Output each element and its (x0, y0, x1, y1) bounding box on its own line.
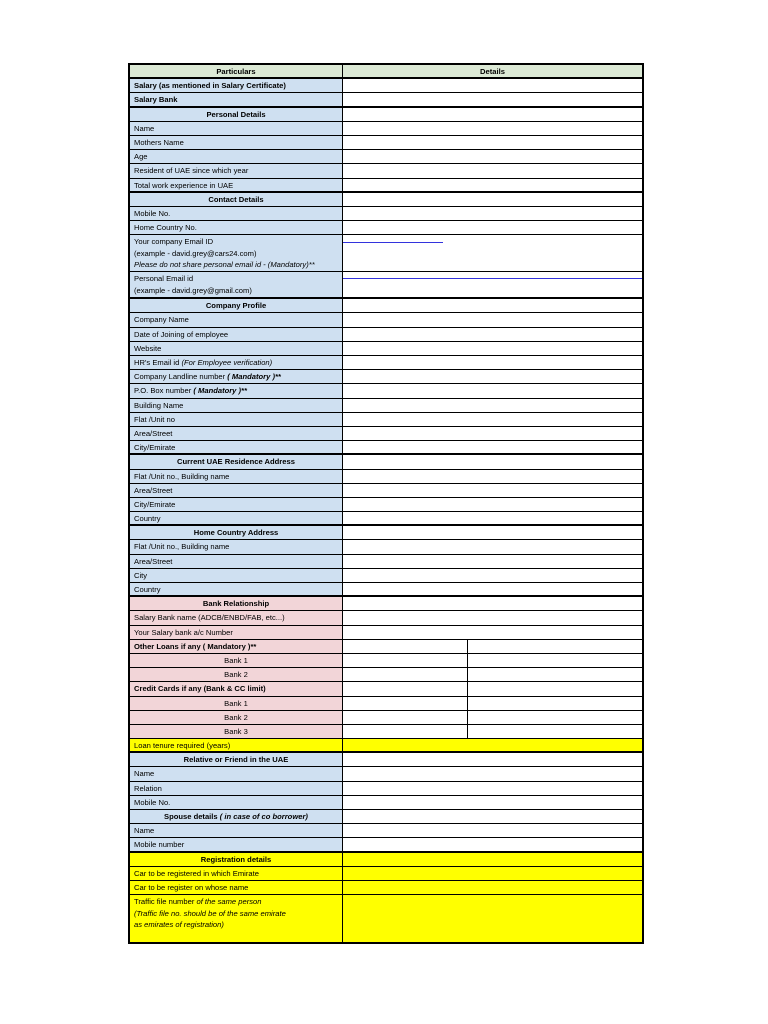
input-loan-bank1-b[interactable] (468, 654, 642, 667)
label-home-country: Country (130, 583, 343, 595)
row-hr-email (130, 356, 642, 370)
row-home-flat (130, 540, 642, 554)
label-uae-city: City/Emirate (130, 498, 343, 511)
row-spouse-mobile (130, 838, 642, 852)
row-loan-tenure (130, 739, 642, 753)
row-other-loans (130, 640, 642, 654)
input-relative-relation[interactable] (343, 782, 642, 795)
row-reg-emirate (130, 867, 642, 881)
input-home-area[interactable] (343, 555, 642, 568)
row-home-country-no (130, 221, 642, 235)
row-date-of-joining (130, 328, 642, 342)
input-hr-email[interactable] (343, 356, 642, 369)
row-loan-bank2 (130, 668, 642, 682)
row-cc-bank3 (130, 725, 642, 739)
label-name: Name (130, 122, 343, 135)
label-cc-bank2: Bank 2 (130, 711, 343, 724)
section-bank-relationship (130, 597, 642, 611)
input-resident-since[interactable] (343, 164, 642, 177)
row-relative-name (130, 767, 642, 781)
input-area-street[interactable] (343, 427, 642, 440)
section-relative (130, 753, 642, 767)
label-website: Website (130, 342, 343, 355)
row-salary-bank-name (130, 611, 642, 625)
input-credit-cards-b[interactable] (468, 682, 642, 695)
row-relative-mobile (130, 796, 642, 810)
particulars-header: Particulars (130, 65, 343, 77)
label-area-street: Area/Street (130, 427, 343, 440)
input-relative-name[interactable] (343, 767, 642, 780)
section-home-address (130, 526, 642, 540)
row-uae-area (130, 484, 642, 498)
row-mobile (130, 207, 642, 221)
label-salary-cert: Salary (as mentioned in Salary Certificate) (130, 79, 343, 92)
input-loan-tenure[interactable] (343, 739, 642, 751)
row-cc-bank2 (130, 711, 642, 725)
input-company-name[interactable] (343, 313, 642, 326)
section-title: Personal Details (130, 108, 343, 121)
input-spouse-name[interactable] (343, 824, 642, 837)
row-company-name (130, 313, 642, 327)
row-reg-whose-name (130, 881, 642, 895)
label-other-loans: Other Loans if any ( Mandatory )** (130, 640, 343, 653)
traffic-line3: as emirates of registration) (134, 920, 224, 930)
label-home-country-no: Home Country No. (130, 221, 343, 234)
row-website (130, 342, 642, 356)
input-name[interactable] (343, 122, 642, 135)
input-mobile[interactable] (343, 207, 642, 220)
input-traffic-file[interactable] (343, 895, 642, 942)
input-po-box[interactable] (343, 384, 642, 397)
label-spouse-mobile: Mobile number (130, 838, 343, 850)
row-salary-cert (130, 79, 642, 93)
header-row (130, 65, 642, 79)
input-age[interactable] (343, 150, 642, 163)
link-underline (343, 278, 642, 279)
label-company-landline: Company Landline number ( Mandatory )** (130, 370, 343, 383)
label-resident-since: Resident of UAE since which year (130, 164, 343, 177)
label-company-email (130, 235, 343, 271)
section-title: Company Profile (130, 299, 343, 312)
input-cc-bank1-b[interactable] (468, 697, 642, 710)
label-cc-bank1: Bank 1 (130, 697, 343, 710)
label-work-experience: Total work experience in UAE (130, 179, 343, 191)
label-home-flat: Flat /Unit no., Building name (130, 540, 343, 553)
personal-email-line2: (example - david.grey@gmail.com) (134, 285, 252, 295)
row-resident-since (130, 164, 642, 178)
row-loan-bank1 (130, 654, 642, 668)
section-contact-details (130, 193, 642, 207)
row-personal-email (130, 272, 642, 299)
input-cc-bank1-a[interactable] (343, 697, 468, 710)
row-relative-relation (130, 782, 642, 796)
personal-email-line1: Personal Email id (134, 274, 194, 284)
label-salary-bank-name: Salary Bank name (ADCB/ENBD/FAB, etc...) (130, 611, 343, 624)
label-city-emirate: City/Emirate (130, 441, 343, 453)
section-title: Contact Details (130, 193, 343, 206)
label-cc-bank3: Bank 3 (130, 725, 343, 738)
input-reg-whose-name[interactable] (343, 881, 642, 894)
row-mothers-name (130, 136, 642, 150)
input-home-city[interactable] (343, 569, 642, 582)
form-table (128, 63, 644, 944)
label-loan-bank1: Bank 1 (130, 654, 343, 667)
details-header: Details (343, 65, 642, 77)
row-home-country (130, 583, 642, 597)
row-name (130, 122, 642, 136)
input-salary-bank-name[interactable] (343, 611, 642, 624)
row-home-area (130, 555, 642, 569)
label-relative-mobile: Mobile No. (130, 796, 343, 809)
input-other-loans-a[interactable] (343, 640, 468, 653)
input-loan-bank2-b[interactable] (468, 668, 642, 681)
label-date-of-joining: Date of Joining of employee (130, 328, 343, 341)
label-building-name: Building Name (130, 399, 343, 412)
label-age: Age (130, 150, 343, 163)
input-mothers-name[interactable] (343, 136, 642, 149)
input-website[interactable] (343, 342, 642, 355)
row-home-city (130, 569, 642, 583)
row-uae-country (130, 512, 642, 526)
label-credit-cards: Credit Cards if any (Bank & CC limit) (130, 682, 343, 695)
input-uae-city[interactable] (343, 498, 642, 511)
input-uae-country[interactable] (343, 512, 642, 524)
input-uae-flat[interactable] (343, 470, 642, 483)
input-home-country[interactable] (343, 583, 642, 595)
label-po-box: P.O. Box number ( Mandatory )** (130, 384, 343, 397)
row-salary-account (130, 626, 642, 640)
label-hr-email: HR's Email id (For Employee verification) (130, 356, 343, 369)
input-salary-cert[interactable] (343, 79, 642, 92)
input-relative-mobile[interactable] (343, 796, 642, 809)
label-flat-unit: Flat /Unit no (130, 413, 343, 426)
row-flat-unit (130, 413, 642, 427)
input-building-name[interactable] (343, 399, 642, 412)
input-other-loans-b[interactable] (468, 640, 642, 653)
input-work-experience[interactable] (343, 179, 642, 191)
input-salary-bank[interactable] (343, 93, 642, 105)
input-cc-bank2-b[interactable] (468, 711, 642, 724)
row-company-landline (130, 370, 642, 384)
input-cc-bank3-a[interactable] (343, 725, 468, 738)
input-city-emirate[interactable] (343, 441, 642, 453)
row-company-email (130, 235, 642, 272)
row-area-street (130, 427, 642, 441)
label-home-city: City (130, 569, 343, 582)
section-title: Registration details (130, 853, 343, 866)
label-traffic-file: Traffic file number of the same person (Traffic file no. should be of the same emirate as emirates of registration) (130, 895, 343, 942)
label-spouse-name: Name (130, 824, 343, 837)
input-home-country-no[interactable] (343, 221, 642, 234)
input-flat-unit[interactable] (343, 413, 642, 426)
company-email-line2: (example - david.grey@cars24.com) (134, 248, 257, 258)
company-email-line1: Your company Email ID (134, 237, 214, 247)
input-home-flat[interactable] (343, 540, 642, 553)
section-title: Spouse details ( in case of co borrower) (130, 810, 343, 823)
input-spouse-mobile[interactable] (343, 838, 642, 850)
label-mobile: Mobile No. (130, 207, 343, 220)
row-spouse-name (130, 824, 642, 838)
input-reg-emirate[interactable] (343, 867, 642, 880)
label-personal-email (130, 272, 343, 297)
row-salary-bank (130, 93, 642, 107)
label-home-area: Area/Street (130, 555, 343, 568)
row-age (130, 150, 642, 164)
input-salary-account[interactable] (343, 626, 642, 639)
label-salary-account: Your Salary bank a/c Number (130, 626, 343, 639)
label-relative-relation: Relation (130, 782, 343, 795)
section-spouse (130, 810, 642, 824)
label-uae-flat: Flat /Unit no., Building name (130, 470, 343, 483)
input-loan-bank2-a[interactable] (343, 668, 468, 681)
row-credit-cards (130, 682, 642, 696)
row-uae-city (130, 498, 642, 512)
label-reg-emirate: Car to be registered in which Emirate (130, 867, 343, 880)
input-credit-cards-a[interactable] (343, 682, 468, 695)
label-salary-bank: Salary Bank (130, 93, 343, 105)
input-loan-bank1-a[interactable] (343, 654, 468, 667)
company-email-line3: Please do not share personal email id - (Mandatory)** (134, 260, 315, 270)
row-work-experience (130, 179, 642, 193)
row-city-emirate (130, 441, 642, 455)
input-date-of-joining[interactable] (343, 328, 642, 341)
input-cc-bank2-a[interactable] (343, 711, 468, 724)
input-company-email[interactable] (343, 235, 642, 271)
label-reg-whose-name: Car to be register on whose name (130, 881, 343, 894)
label-uae-country: Country (130, 512, 343, 524)
row-cc-bank1 (130, 697, 642, 711)
row-uae-flat (130, 470, 642, 484)
section-registration (130, 853, 642, 867)
row-traffic-file (130, 895, 642, 942)
link-underline (343, 242, 443, 243)
label-mothers-name: Mothers Name (130, 136, 343, 149)
label-uae-area: Area/Street (130, 484, 343, 497)
input-uae-area[interactable] (343, 484, 642, 497)
input-personal-email[interactable] (343, 272, 642, 297)
section-personal-details (130, 108, 642, 122)
traffic-line2: (Traffic file no. should be of the same emirate (134, 908, 286, 918)
label-loan-bank2: Bank 2 (130, 668, 343, 681)
section-title: Bank Relationship (130, 597, 343, 610)
section-title: Current UAE Residence Address (130, 455, 343, 468)
label-loan-tenure: Loan tenure required (years) (130, 739, 343, 751)
input-company-landline[interactable] (343, 370, 642, 383)
label-company-name: Company Name (130, 313, 343, 326)
label-relative-name: Name (130, 767, 343, 780)
row-building-name (130, 399, 642, 413)
section-title: Relative or Friend in the UAE (130, 753, 343, 766)
input-cc-bank3-b[interactable] (468, 725, 642, 738)
row-po-box (130, 384, 642, 398)
section-title: Home Country Address (130, 526, 343, 539)
section-uae-address (130, 455, 642, 469)
section-company-profile (130, 299, 642, 313)
